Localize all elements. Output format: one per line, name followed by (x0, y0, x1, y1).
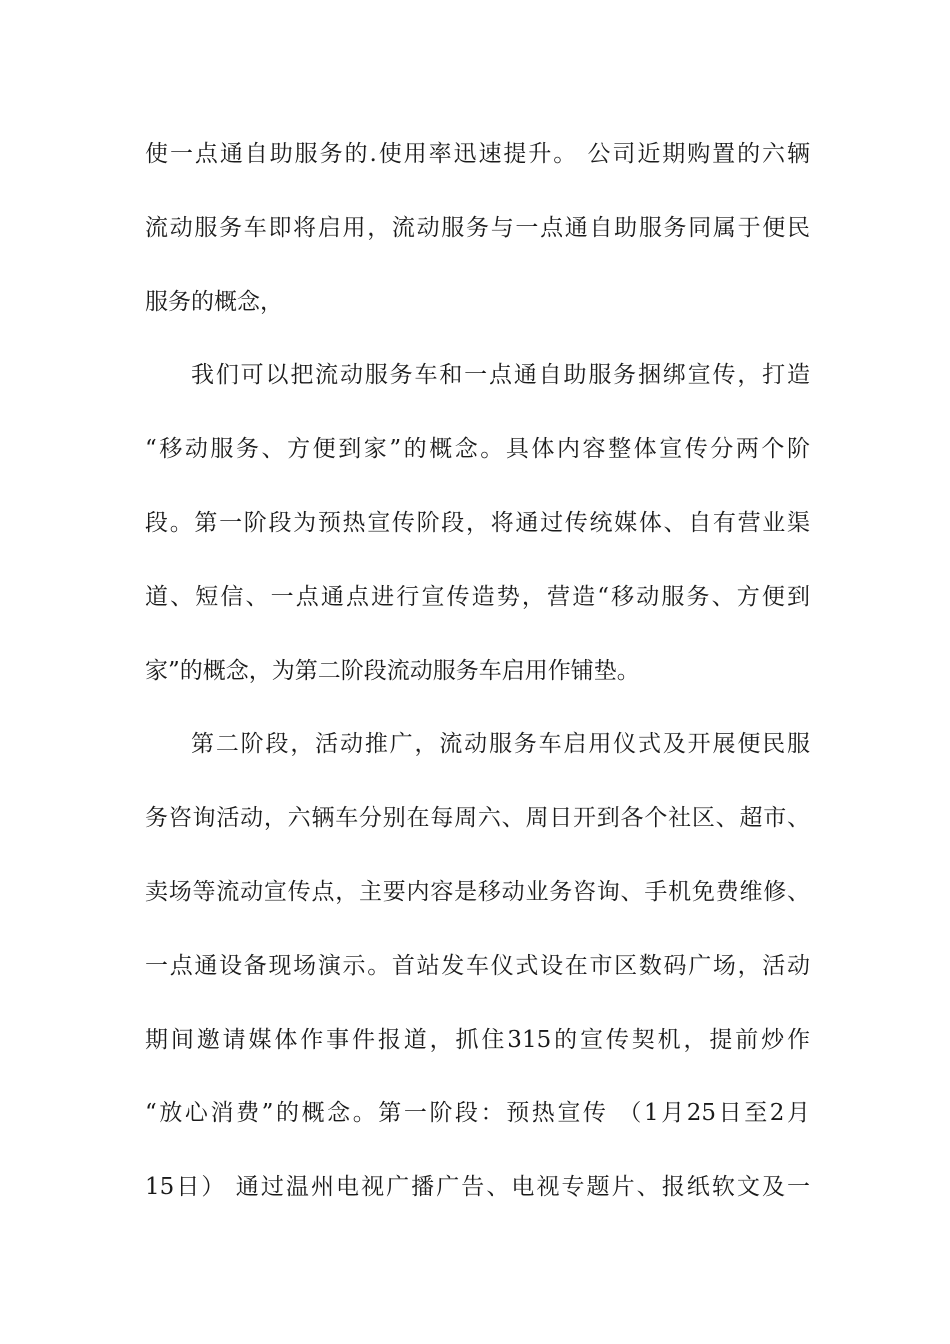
text-line: 道、短信、一点通点进行宣传造势，营造“移动服务、方便到 (145, 583, 810, 610)
paragraph-start-line: 第二阶段，活动推广，流动服务车启用仪式及开展便民服 (191, 731, 810, 758)
text-line: 服务的概念， (145, 288, 283, 315)
text-line: 期间邀请媒体作事件报道，抓住315的宣传契机，提前炒作 (145, 1026, 810, 1053)
text-line: 段。第一阶段为预热宣传阶段，将通过传统媒体、自有营业渠 (145, 509, 810, 536)
text-line: “移动服务、方便到家”的概念。具体内容整体宣传分两个阶 (145, 436, 810, 463)
text-line: 卖场等流动宣传点，主要内容是移动业务咨询、手机免费维修、 (145, 878, 810, 905)
text-line: 务咨询活动，六辆车分别在每周六、周日开到各个社区、超市、 (145, 805, 810, 832)
body-text (145, 128, 810, 1235)
text-line: “放心消费”的概念。第一阶段：预热宣传 （1月25日至2月 (145, 1100, 810, 1127)
text-line: 15日） 通过温州电视广播广告、电视专题片、报纸软文及一 (145, 1174, 810, 1201)
text-line: 使一点通自助服务的.使用率迅速提升。 公司近期购置的六辆 (145, 141, 810, 167)
paragraph-start-line: 我们可以把流动服务车和一点通自助服务捆绑宣传，打造 (191, 362, 810, 389)
text-line: 流动服务车即将启用，流动服务与一点通自助服务同属于便民 (145, 214, 810, 241)
text-line: 一点通设备现场演示。首站发车仪式设在市区数码广场，活动 (145, 952, 810, 979)
text-line: 家”的概念，为第二阶段流动服务车启用作铺垫。 (145, 657, 640, 684)
